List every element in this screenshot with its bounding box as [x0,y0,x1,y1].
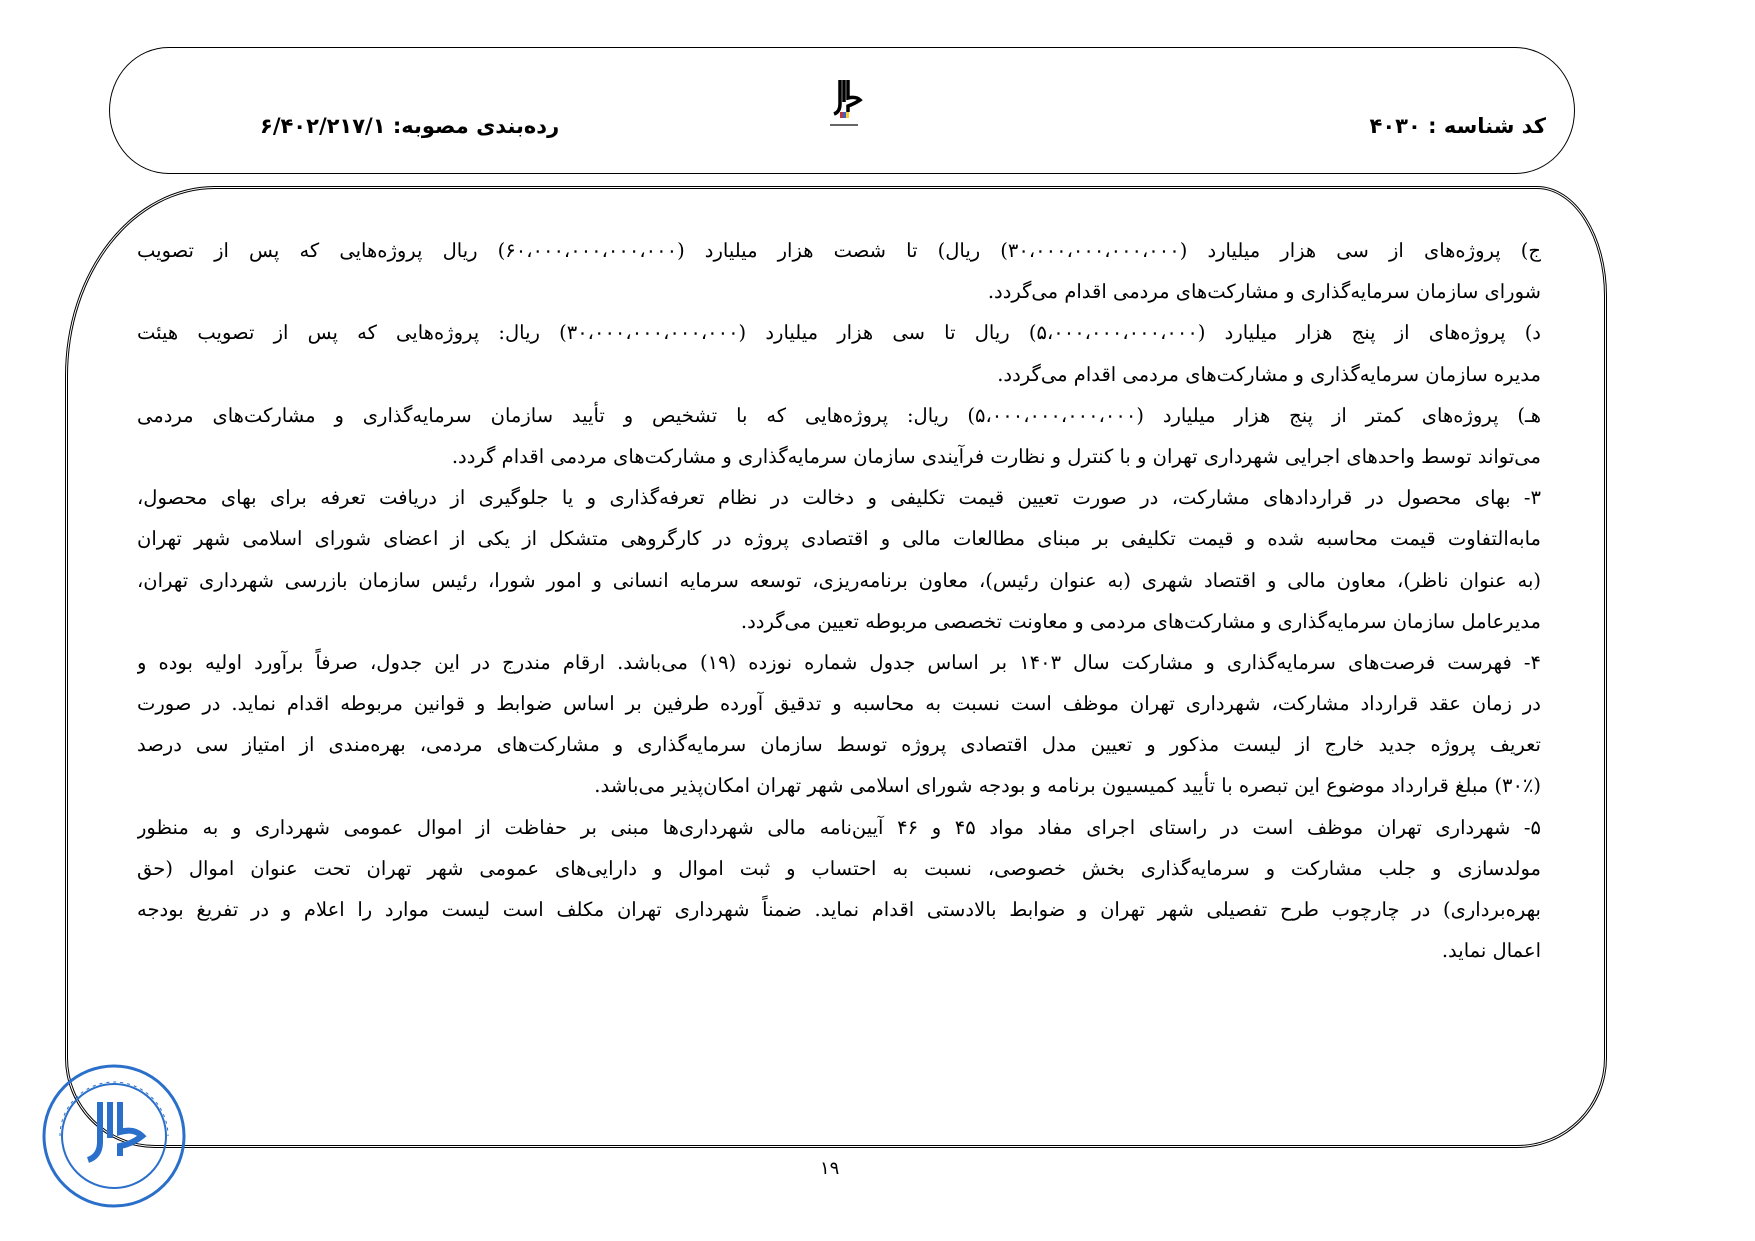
resolution-classification: رده‌بندی مصوبه: ۶/۴۰۲/۲۱۷/۱ [260,114,560,138]
text-line: مولدسازی و جلب مشارکت و سرمایه‌گذاری بخش خصوصی، نسبت به احتساب و ثبت اموال و دارایی‌های عمومی شهر تهران تحت عنوان اموال (حق [137,856,1541,880]
text-line: مابه‌التفاوت قیمت محاسبه شده و قیمت تکلیفی بر مبنای مطالعات مالی و اقتصادی پروژه در کارگروهی متشکل از یکی از اعضای شورای اسلامی شهر تهران [137,527,1541,551]
text-line: (۳۰٪) مبلغ قرارداد موضوع این تبصره با تأیید کمیسیون برنامه و بودجه شورای اسلامی شهر تهران امکان‌پذیر می‌باشد. [594,774,1541,798]
text-line: ۳- بهای محصول در قراردادهای مشارکت، در صورت تعیین قیمت تکلیفی و دخالت در نظام تعرفه‌گذاری و یا جلوگیری از دریافت تعرفه برای بهای محصول، [137,486,1541,510]
document-header [109,47,1575,174]
text-line: ۵- شهرداری تهران موظف است در راستای اجرای مفاد مواد ۴۵ و ۴۶ آیین‌نامه مالی شهرداری‌ها مبنی بر حفاظت از اموال عمومی شهرداری و به منظور [137,815,1541,839]
official-stamp [40,1062,188,1210]
text-line: ج) پروژه‌های از سی هزار میلیارد (۳۰،۰۰۰،۰۰۰،۰۰۰،۰۰۰) ریال) تا شصت هزار میلیارد (۶۰،۰۰۰،۰۰۰،۰۰۰،۰۰۰) ریال پروژه‌هایی که پس از تصویب [137,239,1541,262]
text-line: در زمان عقد قرارداد مشارکت، شهرداری تهران موظف است نسبت به محاسبه و تدقیق آورده طرفین بر اساس ضوابط و قوانین مربوطه اقدام نماید. در صورت [137,692,1541,716]
text-line: می‌تواند توسط واحدهای اجرایی شهرداری تهران و با کنترل و نظارت فرآیندی سازمان سرمایه‌گذاری و مشارکت‌های مردمی اقدام گردد. [451,444,1541,468]
identification-code: کد شناسه : ۴۰۳۰ [1369,114,1546,138]
document-text [137,230,1541,971]
text-line: (به عنوان ناظر)، معاون مالی و اقتصاد شهری (به عنوان رئیس)، معاون برنامه‌ریزی، توسعه سرمایه انسانی و امور شورا، رئیس سازمان بازرسی شهرداری تهران، [137,568,1541,592]
text-line: اعمال نماید. [1441,939,1541,963]
council-logo [818,76,868,132]
text-line: شورای سازمان سرمایه‌گذاری و مشارکت‌های مردمی اقدام می‌گردد. [987,280,1541,304]
text-line: مدیره سازمان سرمایه‌گذاری و مشارکت‌های مردمی اقدام می‌گردد. [997,362,1541,386]
text-line: د) پروژه‌های از پنج هزار میلیارد (۵،۰۰۰،۰۰۰،۰۰۰،۰۰۰) ریال تا سی هزار میلیارد (۳۰،۰۰۰،۰۰۰،۰۰۰،۰۰۰) ریال: پروژه‌هایی که پس از تصویب هیئت [137,321,1541,345]
page-number: ۱۹ [820,1158,840,1179]
text-line: بهره‌برداری) در چارچوب طرح تفصیلی شهر تهران و ضوابط بالادستی اقدام نماید. ضمناً شهرداری تهران مکلف است لیست موارد را اعلام و در تفریغ بودجه [137,898,1541,921]
text-line: هـ) پروژه‌های کمتر از پنج هزار میلیارد (۵،۰۰۰،۰۰۰،۰۰۰،۰۰۰) ریال: پروژه‌هایی که با تشخیص و تأیید سازمان سرمایه‌گذاری و مشارکت‌های مردمی [137,403,1541,427]
text-line: ۴- فهرست فرصت‌های سرمایه‌گذاری و مشارکت سال ۱۴۰۳ بر اساس جدول شماره نوزده (۱۹) می‌باشد. ارقام مندرج در این جدول، صرفاً برآورد اولیه بوده و [137,650,1541,674]
text-line: مدیرعامل سازمان سرمایه‌گذاری و مشارکت‌های مردمی و معاونت تخصصی مربوطه تعیین می‌گردد. [740,609,1541,633]
text-line: تعریف پروژه جدید خارج از لیست مذکور و تعیین مدل اقتصادی پروژه توسط سازمان سرمایه‌گذاری و مشارکت‌های مردمی، بهره‌مندی از امتیاز سی درصد [137,733,1541,757]
